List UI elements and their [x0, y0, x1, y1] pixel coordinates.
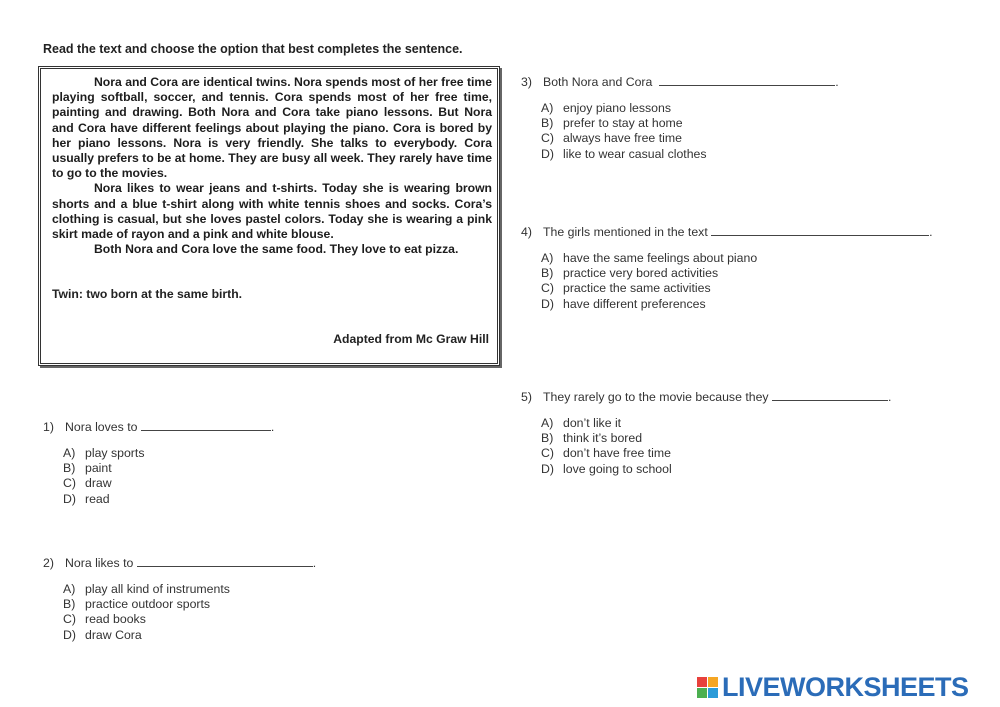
- question-number: 3): [521, 75, 532, 89]
- question-number: 5): [521, 390, 532, 404]
- option-c[interactable]: [541, 131, 839, 146]
- option-letter: D): [63, 491, 76, 506]
- option-text: don’t like it: [563, 416, 622, 430]
- option-a[interactable]: [541, 101, 839, 116]
- option-text: read books: [85, 612, 146, 627]
- option-letter: D): [63, 627, 76, 642]
- option-text: practice outdoor sports: [85, 597, 211, 612]
- option-letter: C): [541, 131, 554, 146]
- option-text: don’t have free time: [563, 446, 672, 461]
- option-text: play all kind of instruments: [85, 582, 230, 596]
- option-letter: C): [541, 281, 554, 296]
- option-b[interactable]: [63, 461, 274, 476]
- option-text: love going to school: [563, 461, 672, 476]
- options-list: [541, 416, 891, 477]
- option-text: practice very bored activities: [563, 266, 719, 281]
- option-text: read: [85, 491, 110, 506]
- option-text: prefer to stay at home: [563, 116, 683, 131]
- glossary-note: Twin: two born at the same birth.: [52, 287, 243, 301]
- option-text: draw: [85, 476, 112, 491]
- source-credit: Adapted from Mc Graw Hill: [333, 332, 489, 346]
- option-c[interactable]: [63, 476, 274, 491]
- question-4: [521, 224, 933, 312]
- option-letter: D): [541, 296, 554, 311]
- option-d[interactable]: [541, 147, 839, 162]
- options-list: [541, 101, 839, 162]
- options-list: [541, 251, 933, 312]
- option-text: practice the same activities: [563, 281, 711, 296]
- option-text: like to wear casual clothes: [563, 146, 707, 161]
- question-stem: Both Nora and Cora: [543, 75, 653, 89]
- option-text: always have free time: [563, 131, 682, 146]
- option-a[interactable]: [63, 446, 274, 461]
- option-letter: D): [541, 146, 554, 161]
- question-5: [521, 389, 891, 477]
- question-number: 4): [521, 225, 532, 239]
- option-a[interactable]: [541, 416, 891, 431]
- option-b[interactable]: [541, 266, 933, 281]
- reading-passage-box: [38, 66, 500, 366]
- option-d[interactable]: [63, 628, 316, 643]
- liveworksheets-logo[interactable]: [697, 672, 969, 703]
- option-text: have different preferences: [563, 296, 706, 311]
- option-b[interactable]: [541, 431, 891, 446]
- question-stem: The girls mentioned in the text: [543, 225, 708, 239]
- option-d[interactable]: [63, 492, 274, 507]
- option-b[interactable]: [541, 116, 839, 131]
- question-stem: Nora likes to: [65, 556, 134, 570]
- answer-blank[interactable]: [711, 224, 929, 236]
- answer-blank[interactable]: [141, 419, 271, 431]
- option-letter: A): [541, 416, 554, 430]
- question-number: 1): [43, 420, 54, 434]
- question-end: .: [835, 75, 839, 89]
- option-text: draw Cora: [85, 627, 142, 642]
- answer-blank[interactable]: [772, 389, 888, 401]
- passage-paragraph-1: Nora and Cora are identical twins. Nora spends most of her free time playing softball, soccer, and tennis. Cora spends most of her free time, painting and drawing. Both Nora and Cora take piano lessons. But Nora and Cora have different feelings about playing the piano. Cora is bored by her piano lessons. Nora is very friendly. She talks to everybody. Cora usually prefers to be at home. They are busy all week. They rarely have time to go to the movies.: [52, 75, 492, 181]
- option-d[interactable]: [541, 462, 891, 477]
- option-text: enjoy piano lessons: [563, 101, 672, 115]
- option-letter: C): [63, 476, 76, 491]
- cube-green: [697, 688, 707, 698]
- option-letter: D): [541, 461, 554, 476]
- options-list: [63, 582, 316, 643]
- option-letter: B): [63, 461, 76, 476]
- option-a[interactable]: [541, 251, 933, 266]
- option-letter: B): [541, 431, 554, 446]
- options-list: [63, 446, 274, 507]
- question-stem: Nora loves to: [65, 420, 138, 434]
- option-letter: C): [541, 446, 554, 461]
- option-text: have the same feelings about piano: [563, 251, 758, 265]
- question-stem: They rarely go to the movie because they: [543, 390, 769, 404]
- cube-red: [697, 677, 707, 687]
- cube-orange: [708, 677, 718, 687]
- option-c[interactable]: [541, 446, 891, 461]
- option-b[interactable]: [63, 597, 316, 612]
- option-letter: B): [541, 116, 554, 131]
- option-letter: A): [63, 582, 76, 596]
- option-letter: A): [541, 101, 554, 115]
- option-letter: B): [63, 597, 76, 612]
- option-c[interactable]: [63, 612, 316, 627]
- option-text: think it’s bored: [563, 431, 643, 446]
- option-letter: A): [541, 251, 554, 265]
- passage-paragraph-3: Both Nora and Cora love the same food. They love to eat pizza.: [94, 242, 459, 257]
- option-a[interactable]: [63, 582, 316, 597]
- option-text: play sports: [85, 446, 145, 460]
- question-1: [43, 419, 274, 507]
- option-c[interactable]: [541, 281, 933, 296]
- logo-cubes-icon: [697, 677, 718, 698]
- option-letter: A): [63, 446, 76, 460]
- question-3: [521, 74, 839, 162]
- question-end: .: [270, 420, 275, 434]
- question-end: .: [929, 225, 933, 239]
- option-letter: C): [63, 612, 76, 627]
- logo-wordmark: LIVEWORKSHEETS: [722, 672, 969, 702]
- question-number: 2): [43, 556, 54, 570]
- answer-blank[interactable]: [659, 74, 835, 86]
- option-letter: B): [541, 266, 554, 281]
- question-end: .: [888, 390, 892, 404]
- question-end: .: [312, 556, 317, 570]
- instructions: Read the text and choose the option that best completes the sentence.: [43, 42, 463, 56]
- option-text: paint: [85, 461, 112, 476]
- passage-text: [52, 75, 492, 257]
- question-2: [43, 555, 316, 643]
- cube-blue: [708, 688, 718, 698]
- passage-paragraph-2: Nora likes to wear jeans and t-shirts. Today she is wearing brown shorts and a blue t-shirt along with white tennis shoes and socks. Cora’s clothing is casual, but she loves pastel colors. Today she is wearing a pink skirt made of rayon and a pink and white blouse.: [52, 181, 492, 242]
- option-d[interactable]: [541, 297, 933, 312]
- answer-blank[interactable]: [137, 555, 313, 567]
